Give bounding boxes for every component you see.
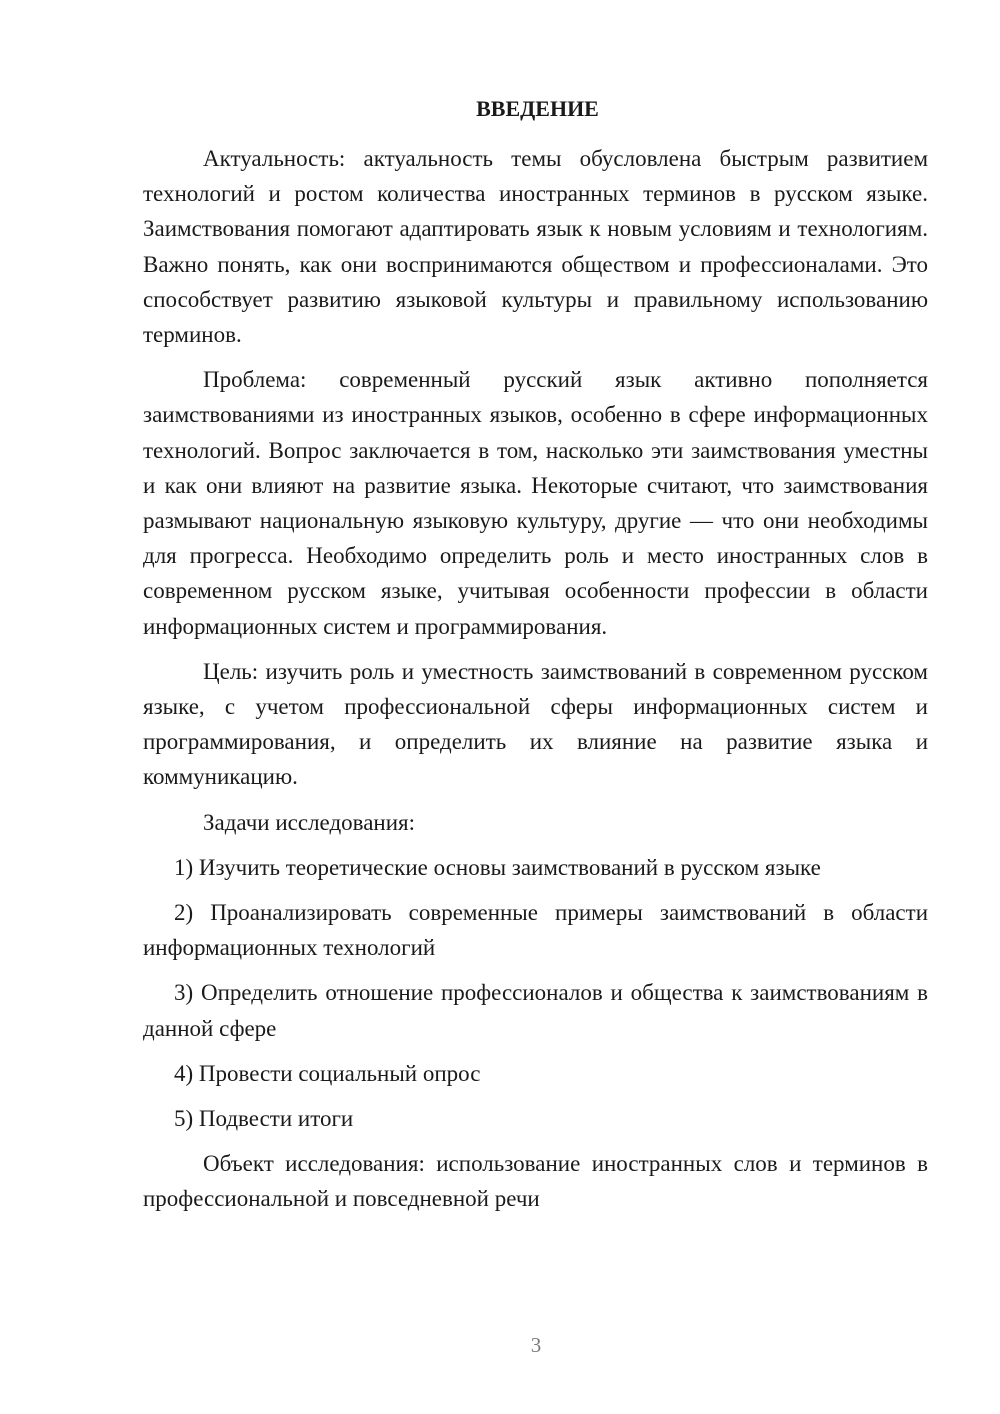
task-item: 4) Провести социальный опрос — [174, 1060, 481, 1086]
page-content — [143, 94, 928, 1227]
goal-paragraph: Цель: изучить роль и уместность заимствований в современном русском языке, с учетом профессиональной сферы информационных систем и программирования, и определить их влияние на развитие языка и коммуникацию. — [143, 658, 928, 790]
task-item: 3) Определить отношение профессионалов и общества к заимствованиям в данной сфере — [143, 980, 928, 1041]
tasks-title: Задачи исследования: — [203, 809, 416, 835]
page-number: 3 — [530, 1333, 542, 1357]
page-title: ВВЕДЕНИЕ — [476, 96, 599, 121]
task-item: 1) Изучить теоретические основы заимствований в русском языке — [174, 854, 821, 880]
relevance-paragraph: Актуальность: актуальность темы обусловлена быстрым развитием технологий и ростом количества иностранных терминов в русском языке. Заимствования помогают адаптировать язык к новым условиям и технологиям. Важно понять, как они воспринимаются обществом и профессионалами. Это способствует развитию языковой культуры и правильному использованию терминов. — [143, 146, 928, 348]
task-item: 2) Проанализировать современные примеры заимствований в области информационных технологий — [143, 900, 928, 961]
problem-paragraph: Проблема: современный русский язык активно пополняется заимствованиями из иностранных языков, особенно в сфере информационных технологий. Вопрос заключается в том, насколько эти заимствования уместны и как они влияют на развитие языка. Некоторые считают, что заимствования размывают национальную языковую культуру, другие — что они необходимы для прогресса. Необходимо определить роль и место иностранных слов в современном русском языке, учитывая особенности профессии в области информационных систем и программирования. — [143, 367, 928, 639]
object-paragraph: Объект исследования: использование иностранных слов и терминов в профессиональной и повседневной речи — [143, 1151, 928, 1212]
task-item: 5) Подвести итоги — [174, 1106, 354, 1132]
